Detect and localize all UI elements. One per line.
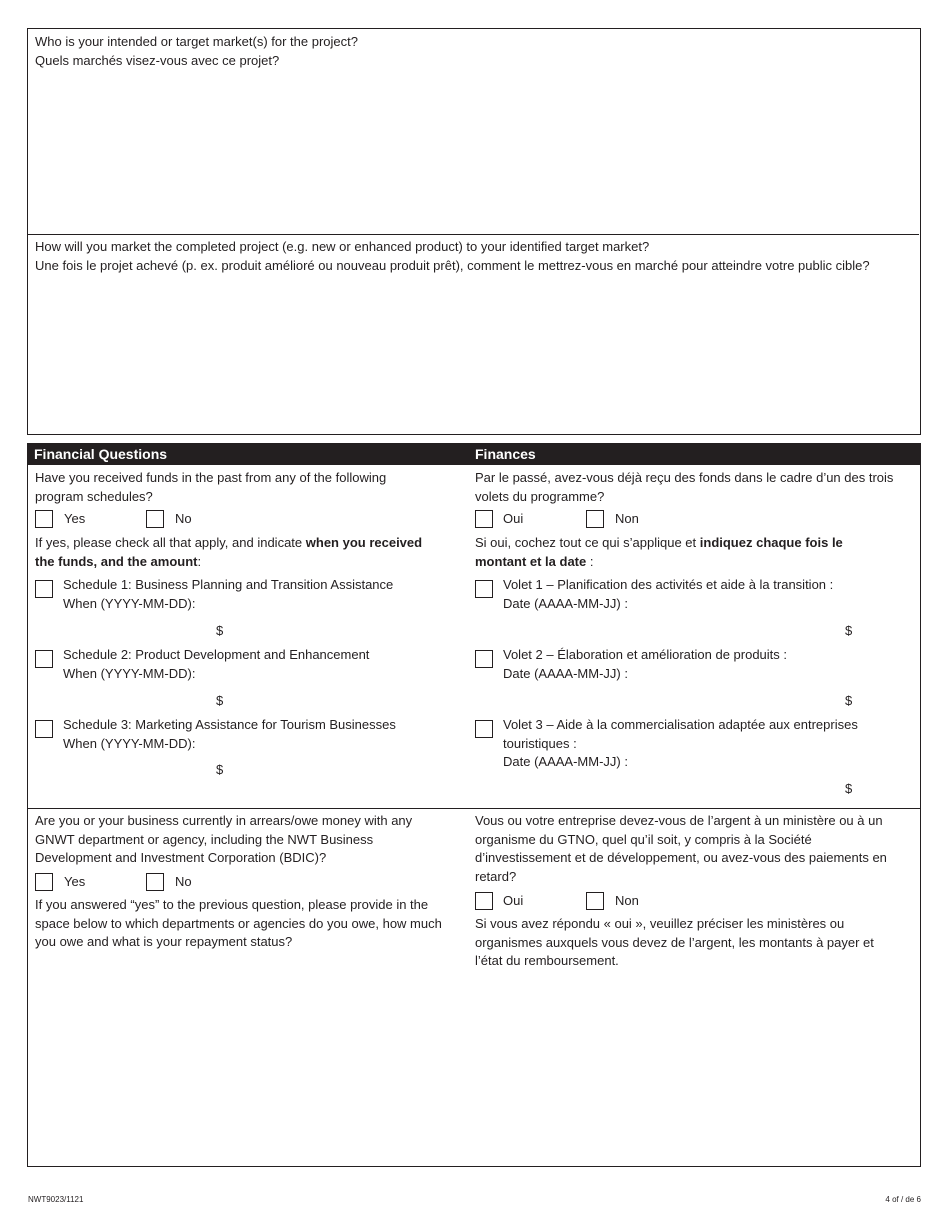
arrears-yes-no-en bbox=[35, 873, 235, 893]
schedule-1-when: When (YYYY-MM-DD): bbox=[63, 595, 196, 611]
funds-oui-checkbox[interactable] bbox=[475, 510, 493, 528]
arrears-oui-label: Oui bbox=[503, 893, 524, 908]
form-number: NWT9023/1121 bbox=[28, 1195, 84, 1204]
funds-instruction-en bbox=[35, 534, 445, 571]
schedule-1-title: Schedule 1: Business Planning and Transition Assistance bbox=[63, 577, 394, 592]
target-market-question-en: Who is your intended or target market(s) for the project? bbox=[35, 34, 358, 49]
funds-yes-no-en bbox=[35, 510, 235, 530]
schedule-3-when: When (YYYY-MM-DD): bbox=[63, 735, 196, 751]
arrears-non-label: Non bbox=[615, 893, 639, 908]
schedule-2-title: Schedule 2: Product Development and Enhancement bbox=[63, 647, 370, 662]
funds-yes-label: Yes bbox=[64, 511, 86, 526]
instruction-bold-text-fr: indiquez chaque fois le montant et la date bbox=[475, 535, 843, 569]
instruction-bold-text: when you received the funds, and the amount bbox=[35, 535, 423, 569]
volet-2-title: Volet 2 – Élaboration et amélioration de produits : bbox=[503, 647, 788, 662]
marketing-question bbox=[35, 238, 910, 275]
target-market-section bbox=[27, 28, 921, 435]
instruction-text-fr: Si oui, cochez tout ce qui s’applique et bbox=[475, 535, 700, 550]
schedule-1-checkbox[interactable] bbox=[35, 580, 53, 598]
schedule-3-checkbox[interactable] bbox=[35, 720, 53, 738]
schedule-2-dollar: $ bbox=[216, 693, 224, 708]
schedule-2-en bbox=[35, 647, 445, 690]
volet-1-dollar: $ bbox=[845, 623, 853, 638]
volet-3-title: Volet 3 – Aide à la commercialisation adaptée aux entreprises touristiques : bbox=[503, 717, 858, 751]
funds-oui-non-fr bbox=[475, 510, 675, 530]
marketing-question-fr: Une fois le projet achevé (p. ex. produit amélioré ou nouveau produit prêt), comment le mettrez-vous en marché pour atteindre votre public cible? bbox=[35, 257, 870, 273]
arrears-yes-checkbox[interactable] bbox=[35, 873, 53, 891]
arrears-yes-label: Yes bbox=[64, 874, 86, 889]
target-market-question-fr: Quels marchés visez-vous avec ce projet? bbox=[35, 52, 280, 68]
arrears-question-en: Are you or your business currently in arrears/owe money with any GNWT department or agency, including the NWT Business Development and Investment Corporation (BDIC)? bbox=[35, 813, 413, 865]
arrears-oui-non-fr bbox=[475, 892, 675, 912]
funds-yes-checkbox[interactable] bbox=[35, 510, 53, 528]
schedule-1-en bbox=[35, 577, 445, 620]
volet-2-dollar: $ bbox=[845, 693, 853, 708]
volet-1-title: Volet 1 – Planification des activités et aide à la transition : bbox=[503, 577, 834, 592]
volet-3-checkbox[interactable] bbox=[475, 720, 493, 738]
financial-header-en: Financial Questions bbox=[27, 443, 468, 465]
volet-2-checkbox[interactable] bbox=[475, 650, 493, 668]
schedule-3-title: Schedule 3: Marketing Assistance for Tourism Businesses bbox=[63, 717, 396, 732]
funds-instruction-fr bbox=[475, 534, 895, 571]
arrears-followup-fr: Si vous avez répondu « oui », veuillez préciser les ministères ou organismes auxquels vous devez de l’argent, les montants à payer et l’état du remboursement. bbox=[475, 916, 874, 968]
volet-1-checkbox[interactable] bbox=[475, 580, 493, 598]
arrears-followup-en: If you answered “yes” to the previous question, please provide in the space below to which departments or agencies do you owe, how much you owe and what is your repayment status? bbox=[35, 897, 442, 949]
volet-1-date: Date (AAAA-MM-JJ) : bbox=[503, 595, 628, 611]
funds-no-checkbox[interactable] bbox=[146, 510, 164, 528]
arrears-no-checkbox[interactable] bbox=[146, 873, 164, 891]
arrears-answer-field[interactable] bbox=[30, 975, 918, 1163]
schedule-1-dollar: $ bbox=[216, 623, 224, 638]
schedule-2-checkbox[interactable] bbox=[35, 650, 53, 668]
funds-non-label: Non bbox=[615, 511, 639, 526]
funds-non-checkbox[interactable] bbox=[586, 510, 604, 528]
arrears-oui-checkbox[interactable] bbox=[475, 892, 493, 910]
arrears-divider bbox=[28, 808, 920, 809]
volet-2-date: Date (AAAA-MM-JJ) : bbox=[503, 665, 628, 681]
volet-1-fr bbox=[475, 577, 895, 620]
funds-question-en: Have you received funds in the past from any of the following program schedules? bbox=[35, 470, 387, 504]
instruction-suffix-fr: : bbox=[586, 553, 594, 569]
volet-3-date: Date (AAAA-MM-JJ) : bbox=[503, 754, 628, 769]
schedule-3-dollar: $ bbox=[216, 762, 224, 777]
schedule-3-en bbox=[35, 717, 445, 760]
arrears-question-fr: Vous ou votre entreprise devez-vous de l’argent à un ministère ou à un organisme du GTNO, quel qu’il soit, y compris à la Société d’investissement et de développement, ou avez-vous des paiements en retard? bbox=[475, 813, 887, 884]
arrears-non-checkbox[interactable] bbox=[586, 892, 604, 910]
target-market-question bbox=[35, 33, 910, 70]
marketing-question-en: How will you market the completed project (e.g. new or enhanced product) to your identified target market? bbox=[35, 239, 650, 254]
funds-no-label: No bbox=[175, 511, 192, 526]
instruction-suffix: : bbox=[197, 553, 202, 569]
arrears-no-label: No bbox=[175, 874, 192, 889]
funds-question-fr: Par le passé, avez-vous déjà reçu des fonds dans le cadre d’un des trois volets du programme? bbox=[475, 470, 894, 504]
instruction-text: If yes, please check all that apply, and indicate bbox=[35, 535, 306, 550]
marketing-answer-field[interactable] bbox=[28, 299, 919, 432]
volet-3-dollar: $ bbox=[845, 781, 853, 796]
section-divider bbox=[28, 234, 919, 235]
target-market-answer-field[interactable] bbox=[28, 73, 919, 233]
volet-3-fr bbox=[475, 717, 895, 780]
volet-2-fr bbox=[475, 647, 895, 690]
funds-oui-label: Oui bbox=[503, 511, 524, 526]
financial-header-fr: Finances bbox=[468, 443, 921, 465]
page-number: 4 of / de 6 bbox=[885, 1195, 921, 1204]
schedule-2-when: When (YYYY-MM-DD): bbox=[63, 665, 196, 681]
